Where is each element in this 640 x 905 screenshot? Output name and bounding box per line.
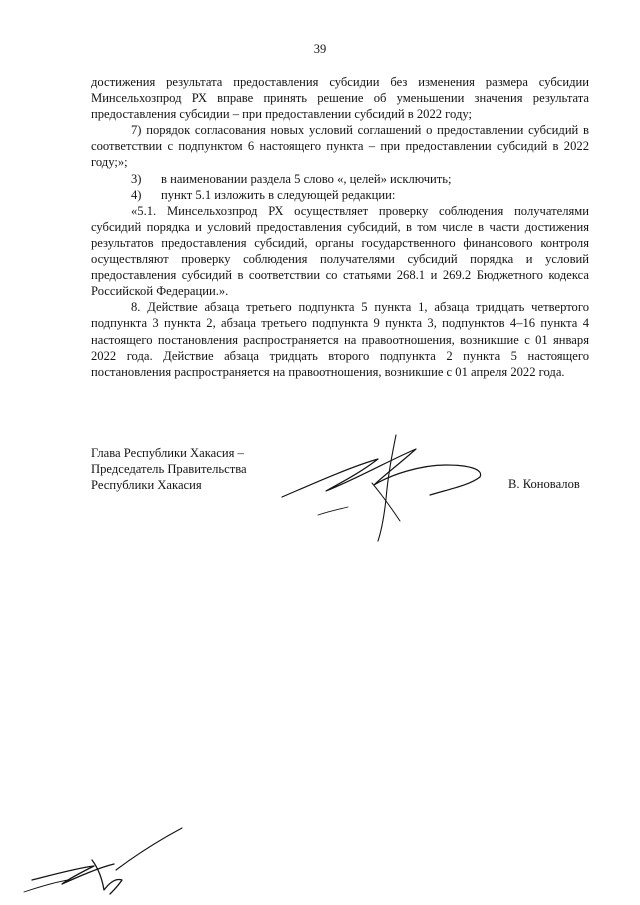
signatory-title-line: Глава Республики Хакасия – [91,446,244,460]
signatory-name: В. Коновалов [508,477,580,491]
document-body [91,74,589,380]
list-item [91,187,589,203]
paragraph: достижения результата предоставления субсидии без изменения размера субсидии Минсельхозпрод РХ вправе принять решение об уменьшении значения результата предоставления субсидии – при предоставлении субсидий в 2022 году; [91,75,589,122]
paragraph: 7) порядок согласования новых условий соглашений о предоставлении субсидий в соответствии с подпунктом 6 настоящего пункта – при предоставлении субсидий в 2022 году;»; [91,123,589,170]
page-number: 39 [313,42,327,56]
list-item-text: пункт 5.1 изложить в следующей редакции: [161,187,396,202]
paragraph: 8. Действие абзаца третьего подпункта 5 пункта 1, абзаца тридцать четвертого подпункта 3 пункта 2, абзаца третьего подпункта 9 пункта 3, подпунктов 4–16 пункта 4 настоящего постановления распространяется на правоотношения, возникшие с 01 января 2022 года. Действие абзаца тридцать второго подпункта 2 пункта 5 настоящего постановления распространяется на правоотношения, возникшие с 01 апреля 2022 года. [91,300,589,379]
signatory-title-line: Председатель Правительства [91,462,247,477]
list-item [91,171,589,187]
list-item-number: 3) [131,171,142,186]
signatory-title-line: Республики Хакасия [91,478,202,493]
quoted-paragraph: «5.1. Минсельхозпрод РХ осуществляет проверку соблюдения получателями субсидий порядка и условий предоставления субсидий, в том числе в части достижения результатов предоставления субсидий, органы государственного финансового контроля осуществляют проверку соблюдения получателями субсидий порядка и условий предоставления субсидий в соответствии со статьями 268.1 и 269.2 Бюджетного кодекса Российской Федерации.». [91,203,589,299]
list-item-number: 4) [131,187,142,202]
list-item-text: в наименовании раздела 5 слово «, целей» исключить; [161,171,452,186]
handwritten-initials [22,820,197,900]
signatory-title [91,445,247,493]
handwritten-signature [270,425,500,545]
